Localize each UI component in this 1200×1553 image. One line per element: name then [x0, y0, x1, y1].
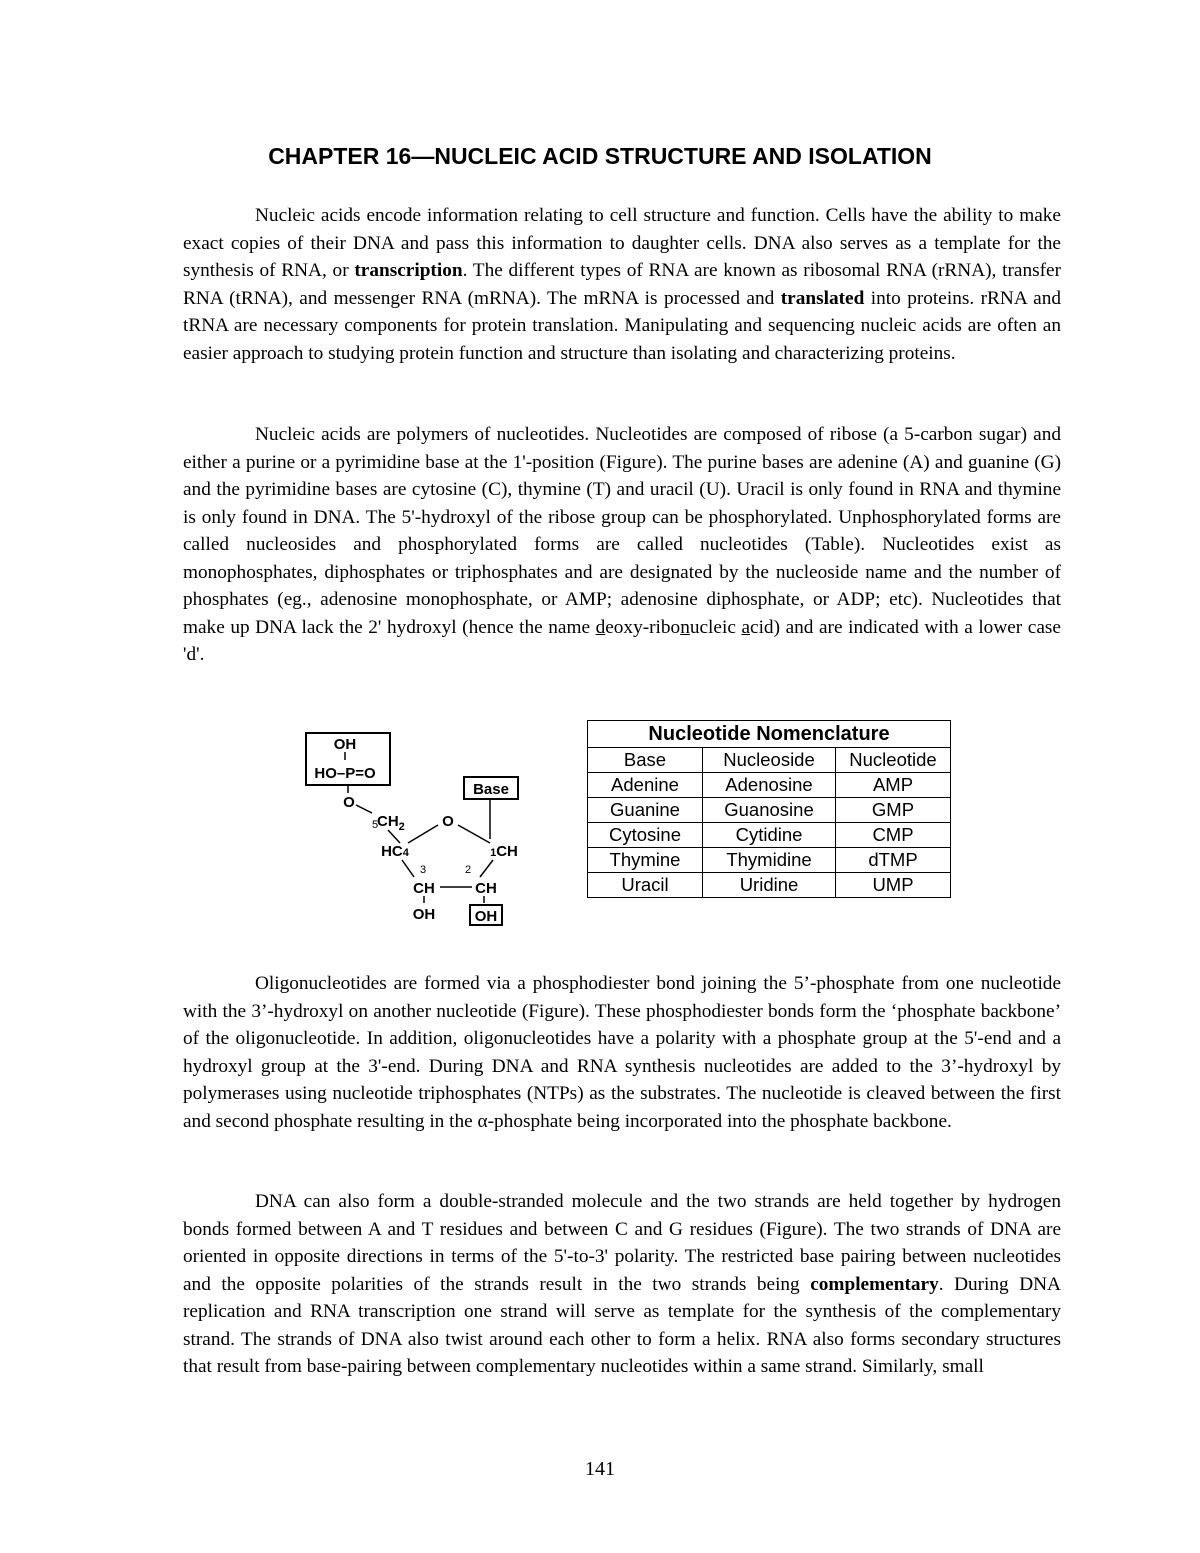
- p4-text-1: DNA can also form a double-stranded molecule and the two strands are held together by hydrogen bonds formed between A and T residues and between C and G residues (Figure). The two strands of DNA are oriented in opposite directions in terms of the 5'-to-3' polarity. The restricted base pairing between nucleotides and the opposite polarities of the strands result in the two strands being: [183, 1191, 1061, 1295]
- term-complementary: complementary: [810, 1273, 939, 1295]
- table-row: [588, 773, 951, 798]
- table-cell: dTMP: [836, 848, 951, 873]
- table-row: [588, 798, 951, 823]
- p1-text-3: into proteins. rRNA and tRNA are necessary components for protein translation. Manipulating and sequencing nucleic acids are often an easier approach to studying protein function and structure than isolating and characterizing proteins.: [183, 287, 1062, 364]
- carbon-3-label: 3: [420, 864, 427, 876]
- p2-underline-n: n: [680, 616, 690, 638]
- chapter-title: CHAPTER 16—NUCLEIC ACID STRUCTURE AND ISOLATION: [268, 143, 932, 169]
- table-cell: Uracil: [588, 873, 703, 898]
- p2-text-1: Nucleic acids are polymers of nucleotides. Nucleotides are composed of ribose (a 5-carbon sugar) and either a purine or a pyrimidine base at the 1'-position (Figure). The purine bases are adenine (A) and guanine (G) and the pyrimidine bases are cytosine (C), thymine (T) and uracil (U). Uracil is only found in RNA and thymine is only found in DNA. The 5'-hydroxyl of the ribose group can be phosphorylated. Unphosphorylated forms are called nucleosides and phosphorylated forms are called nucleotides (Table). Nucleotides exist as monophosphates, diphosphates or triphosphates and are designated by the nucleoside name and the number of phosphates (eg., adenosine monophosphate, or AMP; adenosine diphosphate, or ADP; etc). Nucleotides that make up DNA lack the 2' hydroxyl (hence the name: [183, 424, 1061, 638]
- c1-c2-bond: [480, 860, 493, 877]
- nucleotide-structure-figure: [300, 725, 530, 935]
- table-cell: AMP: [836, 773, 951, 798]
- term-transcription: transcription: [354, 260, 463, 281]
- ring-oxygen-label: O: [442, 813, 454, 830]
- p2-underline-a: a: [741, 616, 751, 638]
- table-cell: Thymine: [588, 848, 703, 873]
- p1-text-1: Nucleic acids encode information relating to cell structure and function. Cells have the ability to make exact copies of their DNA and pass this information to daughter cells. DNA also serves as a template for the synthesis of RNA, or: [183, 205, 1061, 281]
- c4-label: HC4: [381, 843, 409, 860]
- header-nucleoside: Nucleoside: [703, 748, 836, 773]
- hydroxyl-2-label: OH: [474, 908, 498, 925]
- table-header-row: [588, 748, 951, 773]
- nomenclature-table: [587, 720, 951, 898]
- paragraph-4: [183, 1188, 1061, 1381]
- table-cell: Cytosine: [588, 823, 703, 848]
- nucleotide-diagram: [300, 725, 530, 935]
- hydroxyl-3-label: OH: [412, 906, 436, 923]
- p2-text-3: ucleic: [689, 616, 742, 638]
- phosphate-oh-label: OH: [333, 736, 357, 753]
- table-row: [588, 848, 951, 873]
- paragraph-1: [183, 202, 1061, 367]
- p1-text-2: . The different types of RNA are known as ribosomal RNA (rRNA), transfer RNA (tRNA), and messenger RNA (mRNA). The mRNA is processed and: [183, 260, 1061, 309]
- p2-underline-d: d: [595, 616, 606, 638]
- table-cell: Adenosine: [703, 773, 836, 798]
- c1-label: 1CH: [490, 843, 518, 860]
- p2-text-2: eoxy-ribo: [605, 616, 681, 638]
- table-cell: Guanosine: [703, 798, 836, 823]
- c4-o-bond: [408, 825, 438, 843]
- o-c1-bond: [458, 825, 490, 843]
- p4-text-2: . During DNA replication and RNA transcription one strand will serve as template for the synthesis of the complementary strand. The strands of DNA also twist around each other to form a helix. RNA also forms secondary structures that result from base-pairing between complementary nucleotides within a same strand. Similarly, small: [183, 1273, 1061, 1377]
- ester-oxygen-label: O: [343, 794, 355, 811]
- table-cell: Adenine: [588, 773, 703, 798]
- page-number: 141: [585, 1458, 615, 1480]
- c4-c3-bond: [402, 860, 414, 877]
- table-cell: UMP: [836, 873, 951, 898]
- nomenclature-table-container: [587, 720, 951, 898]
- table-caption: Nucleotide Nomenclature: [588, 721, 951, 748]
- paragraph-3: Oligonucleotides are formed via a phosphodiester bond joining the 5’-phosphate from one nucleotide with the 3’-hydroxyl on another nucleotide (Figure). These phosphodiester bonds form the ‘phosphate backbone’ of the oligonucleotide. In addition, oligonucleotides have a polarity with a phosphate group at the 5'-end and a hydroxyl group at the 3'-end. During DNA and RNA synthesis nucleotides are added to the 3’-hydroxyl by polymerases using nucleotide triphosphates (NTPs) as the substrates. The nucleotide is cleaved between the first and second phosphate resulting in the α-phosphate being incorporated into the phosphate backbone.: [183, 973, 1061, 1132]
- carbon-5-label: 5: [372, 819, 379, 831]
- table-cell: CMP: [836, 823, 951, 848]
- table-cell: Uridine: [703, 873, 836, 898]
- table-cell: GMP: [836, 798, 951, 823]
- table-row: [588, 873, 951, 898]
- ho-p-o-label: HO–P=O: [314, 765, 376, 782]
- paragraph-2: [183, 421, 1061, 669]
- p2-text-4: cid) and are indicated with a lower case 'd'.: [183, 616, 1061, 665]
- table-cell: Guanine: [588, 798, 703, 823]
- header-base: Base: [588, 748, 703, 773]
- term-translated: translated: [780, 287, 865, 309]
- table-caption-row: [588, 721, 951, 748]
- table-cell: Thymidine: [703, 848, 836, 873]
- c2-label: CH: [475, 880, 497, 897]
- c3-label: CH: [413, 880, 435, 897]
- ch2-label: $CH_2$: [377, 813, 405, 833]
- o-ch2-bond: [356, 805, 372, 813]
- base-label: Base: [473, 781, 509, 798]
- table-cell: Cytidine: [703, 823, 836, 848]
- carbon-2-label: 2: [465, 864, 472, 876]
- table-row: [588, 823, 951, 848]
- header-nucleotide: Nucleotide: [836, 748, 951, 773]
